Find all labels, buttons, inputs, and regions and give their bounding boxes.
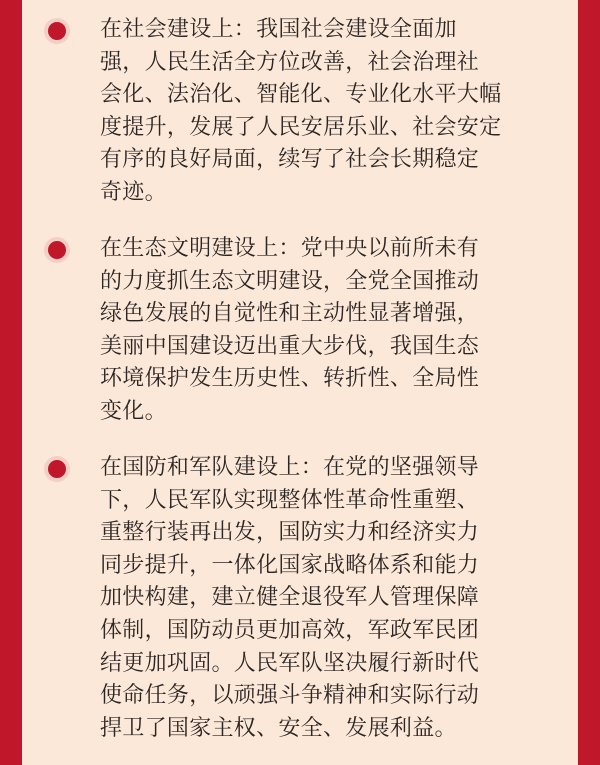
- section-text: [100, 14, 570, 210]
- text-line: 变化。: [100, 398, 167, 424]
- text-line: 度提升，发展了人民安居乐业、社会安定: [100, 114, 502, 140]
- text-line: 体制，国防动员更加高效，军政军民团: [100, 617, 480, 643]
- section-text: [100, 452, 570, 745]
- bullet-icon: [48, 241, 66, 259]
- text-line: 同步提升，一体化国家战略体系和能力: [100, 552, 480, 578]
- bullet-icon: [48, 460, 66, 478]
- text-line: 奇迹。: [100, 179, 167, 205]
- text-line: 使命任务，以顽强斗争精神和实际行动: [100, 683, 480, 709]
- text-line: 下，人民军队实现整体性革命性重塑、: [100, 487, 480, 513]
- text-line: 绿色发展的自觉性和主动性显著增强，: [100, 301, 480, 327]
- text-line: 强，人民生活全方位改善，社会治理社: [100, 49, 480, 75]
- text-line: 捍卫了国家主权、安全、发展利益。: [100, 715, 457, 741]
- text-line: 在生态文明建设上：党中央以前所未有: [100, 236, 480, 261]
- text-line: 重整行装再出发，国防实力和经济实力: [100, 520, 480, 546]
- section-text: [100, 233, 570, 429]
- text-line: 的力度抓生态文明建设，全党全国推动: [100, 268, 480, 294]
- text-line: 会化、法治化、智能化、专业化水平大幅: [100, 82, 502, 108]
- bullet-icon: [48, 22, 66, 40]
- text-line: 在社会建设上：我国社会建设全面加: [100, 17, 457, 42]
- text-line: 有序的良好局面，续写了社会长期稳定: [100, 147, 480, 173]
- text-line: 加快构建，建立健全退役军人管理保障: [100, 585, 480, 611]
- text-line: 在国防和军队建设上：在党的坚强领导: [100, 455, 480, 480]
- text-line: 环境保护发生历史性、转折性、全局性: [100, 366, 480, 392]
- text-line: 结更加巩固。人民军队坚决履行新时代: [100, 650, 480, 676]
- content-panel: [22, 0, 578, 765]
- text-line: 美丽中国建设迈出重大步伐，我国生态: [100, 333, 480, 359]
